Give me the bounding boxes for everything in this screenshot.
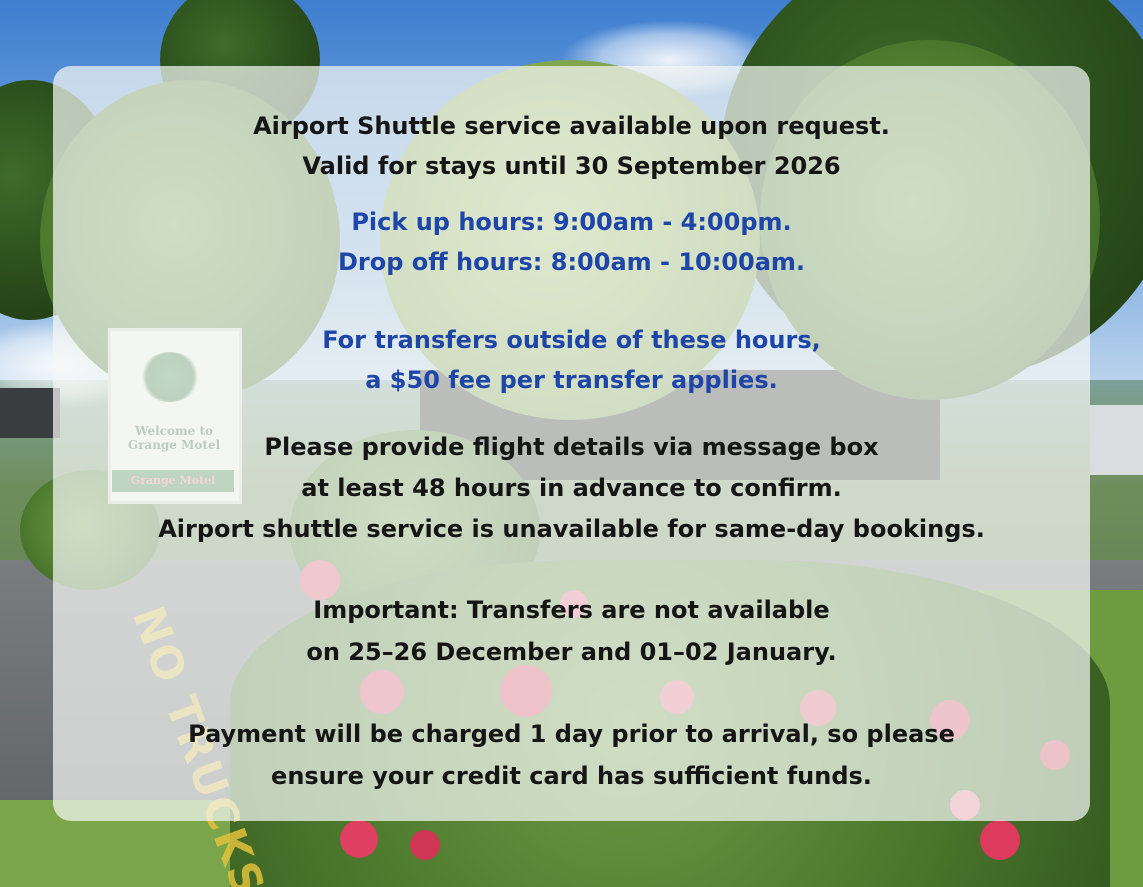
heading-line: Valid for stays until 30 September 2026 [302, 152, 841, 180]
heading-line: Airport Shuttle service available upon request. [253, 112, 890, 140]
building [1090, 405, 1143, 475]
flower [410, 830, 440, 860]
payment-notice-line: ensure your credit card has sufficient funds. [271, 762, 872, 790]
flight-details-line: at least 48 hours in advance to confirm. [301, 474, 842, 502]
important-notice-line: on 25–26 December and 01–02 January. [306, 638, 837, 666]
payment-notice-line: Payment will be charged 1 day prior to arrival, so please [188, 720, 955, 748]
dropoff-hours: Drop off hours: 8:00am - 10:00am. [337, 248, 806, 276]
pickup-hours: Pick up hours: 9:00am - 4:00pm. [351, 208, 792, 236]
outside-hours-line: For transfers outside of these hours, [322, 326, 821, 354]
flower [980, 820, 1020, 860]
building [0, 388, 60, 438]
important-notice-line: Important: Transfers are not available [313, 596, 830, 624]
flight-details-line: Airport shuttle service is unavailable for same-day bookings. [158, 515, 985, 543]
flight-details-line: Please provide flight details via message box [264, 433, 879, 461]
flower [340, 820, 378, 858]
outside-hours-line: a $50 fee per transfer applies. [365, 366, 778, 394]
